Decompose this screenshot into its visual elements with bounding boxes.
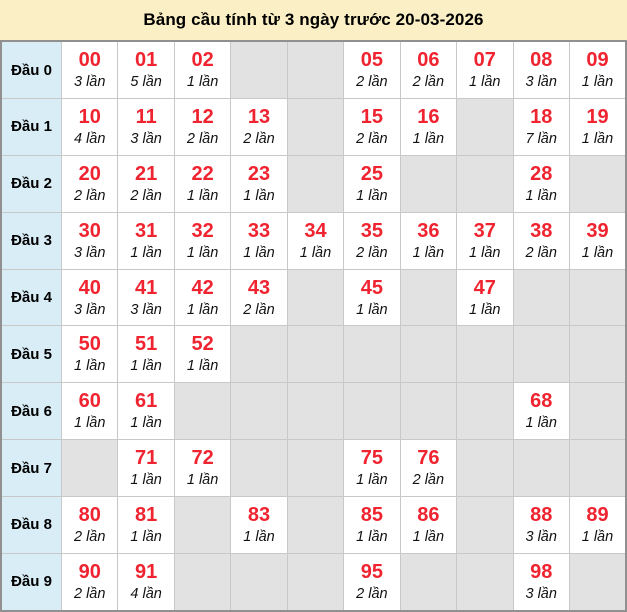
empty-cell: [174, 383, 230, 440]
number-cell: [569, 41, 626, 99]
empty-cell: [569, 155, 626, 212]
lottery-number: 11: [135, 105, 157, 128]
empty-cell: [231, 383, 287, 440]
number-cell: [344, 41, 400, 99]
number-cell: [287, 212, 343, 269]
number-cell: [174, 212, 230, 269]
empty-cell: [287, 99, 343, 156]
number-cell: [231, 269, 287, 326]
lottery-number: 33: [247, 219, 271, 242]
empty-cell: [457, 326, 513, 383]
lottery-number: 85: [360, 503, 384, 526]
number-cell: [457, 269, 513, 326]
number-cell: [174, 269, 230, 326]
occurrence-count: 1 lần: [356, 301, 388, 318]
occurrence-count: 1 lần: [469, 244, 501, 261]
occurrence-count: 1 lần: [469, 74, 501, 90]
number-cell: [400, 41, 456, 99]
occurrence-count: 1 lần: [356, 187, 388, 204]
lottery-number: 76: [417, 447, 440, 470]
occurrence-count: 3 lần: [73, 244, 106, 261]
row-header: Đầu 9: [1, 553, 62, 611]
empty-cell: [231, 440, 287, 497]
lottery-number: 52: [191, 333, 214, 356]
occurrence-count: 2 lần: [412, 472, 445, 489]
lottery-number: 25: [360, 162, 384, 185]
occurrence-count: 4 lần: [130, 585, 162, 602]
number-cell: [118, 553, 174, 611]
number-cell: [174, 326, 230, 383]
occurrence-count: 2 lần: [73, 187, 106, 204]
lottery-number: 45: [360, 276, 384, 299]
empty-cell: [457, 383, 513, 440]
number-cell: [62, 155, 118, 212]
number-cell: [118, 326, 174, 383]
lottery-number: 81: [135, 503, 158, 526]
number-cell: [513, 553, 569, 611]
lottery-number: 21: [135, 162, 158, 185]
occurrence-count: 1 lần: [130, 415, 162, 432]
number-cell: [118, 269, 174, 326]
occurrence-count: 1 lần: [581, 130, 614, 147]
occurrence-count: 2 lần: [356, 130, 388, 147]
empty-cell: [457, 497, 513, 554]
empty-cell: [174, 497, 230, 554]
lottery-number: 13: [247, 105, 271, 128]
empty-cell: [569, 269, 626, 326]
occurrence-count: 1 lần: [186, 358, 219, 375]
number-cell: [118, 99, 174, 156]
occurrence-count: 1 lần: [130, 528, 162, 545]
empty-cell: [569, 383, 626, 440]
table-row: [1, 497, 626, 554]
number-cell: [400, 99, 456, 156]
occurrence-count: 2 lần: [186, 130, 219, 147]
occurrence-count: 4 lần: [73, 130, 106, 147]
empty-cell: [457, 99, 513, 156]
empty-cell: [400, 326, 456, 383]
lottery-number: 91: [135, 560, 158, 583]
lottery-number: 35: [360, 219, 384, 242]
lottery-number: 42: [191, 276, 214, 299]
lottery-number: 80: [78, 503, 101, 526]
table-row: [1, 440, 626, 497]
lottery-number: 98: [530, 560, 553, 583]
lottery-number: 05: [360, 49, 384, 71]
occurrence-count: 2 lần: [73, 528, 106, 545]
occurrence-count: 1 lần: [469, 301, 501, 318]
lottery-number: 20: [78, 162, 101, 185]
occurrence-count: 1 lần: [243, 528, 275, 545]
lottery-number: 88: [530, 503, 553, 526]
empty-cell: [287, 41, 343, 99]
lottery-number: 86: [417, 503, 440, 526]
occurrence-count: 3 lần: [525, 585, 557, 602]
occurrence-count: 1 lần: [581, 244, 614, 261]
number-cell: [344, 497, 400, 554]
number-cell: [231, 497, 287, 554]
number-cell: [174, 99, 230, 156]
empty-cell: [287, 383, 343, 440]
empty-cell: [513, 326, 569, 383]
empty-cell: [287, 155, 343, 212]
occurrence-count: 3 lần: [130, 301, 162, 318]
occurrence-count: 1 lần: [356, 472, 388, 489]
occurrence-count: 5 lần: [130, 74, 162, 90]
occurrence-count: 2 lần: [356, 585, 388, 602]
row-header: Đầu 5: [1, 326, 62, 383]
lottery-number: 22: [191, 162, 214, 185]
empty-cell: [457, 155, 513, 212]
number-cell: [174, 41, 230, 99]
occurrence-count: 1 lần: [525, 187, 557, 204]
lottery-number: 72: [191, 447, 214, 470]
number-cell: [62, 212, 118, 269]
empty-cell: [287, 553, 343, 611]
occurrence-count: 1 lần: [186, 244, 219, 261]
number-cell: [118, 155, 174, 212]
number-cell: [174, 440, 230, 497]
occurrence-count: 1 lần: [412, 244, 445, 261]
lottery-number: 30: [78, 219, 101, 242]
lottery-number: 01: [135, 49, 158, 71]
bridge-table-body: [1, 41, 626, 611]
number-cell: [118, 497, 174, 554]
empty-cell: [400, 383, 456, 440]
empty-cell: [287, 440, 343, 497]
occurrence-count: 1 lần: [73, 415, 106, 432]
lottery-number: 38: [530, 219, 553, 242]
occurrence-count: 1 lần: [412, 528, 445, 545]
table-row: [1, 99, 626, 156]
number-cell: [513, 212, 569, 269]
occurrence-count: 1 lần: [73, 358, 106, 375]
lottery-number: 23: [247, 162, 271, 185]
occurrence-count: 1 lần: [130, 472, 162, 489]
empty-cell: [231, 553, 287, 611]
lottery-number: 08: [530, 49, 553, 71]
empty-cell: [400, 269, 456, 326]
lottery-number: 75: [360, 447, 384, 470]
empty-cell: [569, 440, 626, 497]
occurrence-count: 1 lần: [525, 415, 557, 432]
occurrence-count: 1 lần: [186, 187, 219, 204]
lottery-number: 16: [417, 105, 440, 128]
occurrence-count: 3 lần: [525, 74, 557, 90]
lottery-number: 51: [135, 333, 158, 356]
row-header: Đầu 0: [1, 41, 62, 99]
table-row: [1, 553, 626, 611]
empty-cell: [287, 326, 343, 383]
row-header: Đầu 6: [1, 383, 62, 440]
occurrence-count: 1 lần: [243, 187, 275, 204]
number-cell: [62, 553, 118, 611]
lottery-number: 34: [304, 219, 327, 242]
lottery-number: 31: [135, 219, 158, 242]
number-cell: [513, 41, 569, 99]
occurrence-count: 1 lần: [581, 528, 614, 545]
empty-cell: [231, 326, 287, 383]
number-cell: [569, 497, 626, 554]
empty-cell: [231, 41, 287, 99]
occurrence-count: 1 lần: [356, 528, 388, 545]
number-cell: [62, 326, 118, 383]
lottery-number: 37: [473, 219, 496, 242]
empty-cell: [287, 497, 343, 554]
occurrence-count: 3 lần: [525, 528, 557, 545]
number-cell: [457, 212, 513, 269]
occurrence-count: 3 lần: [73, 74, 106, 90]
row-header: Đầu 4: [1, 269, 62, 326]
lottery-number: 28: [530, 162, 553, 185]
lottery-number: 32: [191, 219, 214, 242]
occurrence-count: 1 lần: [412, 130, 445, 147]
lottery-number: 68: [530, 390, 553, 413]
lottery-number: 83: [247, 503, 271, 526]
occurrence-count: 1 lần: [130, 244, 162, 261]
occurrence-count: 7 lần: [525, 130, 557, 147]
occurrence-count: 2 lần: [243, 301, 275, 318]
empty-cell: [569, 553, 626, 611]
number-cell: [231, 212, 287, 269]
number-cell: [344, 269, 400, 326]
occurrence-count: 2 lần: [73, 585, 106, 602]
table-row: [1, 212, 626, 269]
lottery-number: 09: [586, 49, 609, 71]
empty-cell: [457, 440, 513, 497]
occurrence-count: 2 lần: [356, 74, 388, 90]
empty-cell: [400, 553, 456, 611]
occurrence-count: 1 lần: [243, 244, 275, 261]
bridge-table: [0, 40, 627, 612]
empty-cell: [344, 326, 400, 383]
occurrence-count: 1 lần: [186, 74, 219, 90]
number-cell: [344, 440, 400, 497]
empty-cell: [400, 155, 456, 212]
number-cell: [231, 99, 287, 156]
occurrence-count: 2 lần: [243, 130, 275, 147]
number-cell: [569, 212, 626, 269]
number-cell: [174, 155, 230, 212]
lottery-number: 19: [586, 105, 609, 128]
number-cell: [231, 155, 287, 212]
row-header: Đầu 1: [1, 99, 62, 156]
number-cell: [118, 440, 174, 497]
lottery-number: 90: [78, 560, 101, 583]
table-row: [1, 383, 626, 440]
occurrence-count: 2 lần: [412, 74, 445, 90]
number-cell: [62, 99, 118, 156]
number-cell: [344, 553, 400, 611]
number-cell: [400, 212, 456, 269]
lottery-number: 07: [473, 49, 496, 71]
lottery-number: 18: [530, 105, 553, 128]
empty-cell: [569, 326, 626, 383]
number-cell: [400, 440, 456, 497]
occurrence-count: 2 lần: [525, 244, 557, 261]
table-row: [1, 41, 626, 99]
row-header: Đầu 2: [1, 155, 62, 212]
lottery-number: 47: [473, 276, 496, 299]
lottery-number: 61: [135, 390, 158, 413]
occurrence-count: 1 lần: [130, 358, 162, 375]
occurrence-count: 2 lần: [130, 187, 162, 204]
lottery-number: 71: [135, 447, 158, 470]
number-cell: [569, 99, 626, 156]
number-cell: [62, 269, 118, 326]
number-cell: [118, 383, 174, 440]
row-header: Đầu 8: [1, 497, 62, 554]
lottery-number: 43: [247, 276, 271, 299]
number-cell: [62, 497, 118, 554]
number-cell: [457, 41, 513, 99]
number-cell: [513, 497, 569, 554]
number-cell: [513, 99, 569, 156]
empty-cell: [174, 553, 230, 611]
number-cell: [344, 155, 400, 212]
occurrence-count: 2 lần: [356, 244, 388, 261]
number-cell: [118, 212, 174, 269]
empty-cell: [287, 269, 343, 326]
occurrence-count: 1 lần: [581, 74, 614, 90]
lottery-number: 39: [586, 219, 609, 242]
table-row: [1, 269, 626, 326]
number-cell: [513, 155, 569, 212]
row-header: Đầu 3: [1, 212, 62, 269]
row-header: Đầu 7: [1, 440, 62, 497]
occurrence-count: 1 lần: [186, 301, 219, 318]
lottery-number: 02: [191, 49, 214, 71]
number-cell: [62, 383, 118, 440]
occurrence-count: 1 lần: [299, 244, 332, 261]
lottery-number: 50: [78, 333, 101, 356]
lottery-number: 95: [360, 560, 384, 583]
empty-cell: [513, 269, 569, 326]
lottery-number: 41: [135, 276, 158, 299]
lottery-number: 00: [78, 49, 101, 71]
lottery-number: 15: [360, 105, 384, 128]
number-cell: [118, 41, 174, 99]
lottery-number: 40: [78, 276, 101, 299]
lottery-number: 10: [78, 105, 101, 128]
lottery-number: 12: [191, 105, 214, 128]
lottery-number: 36: [417, 219, 440, 242]
occurrence-count: 1 lần: [186, 472, 219, 489]
table-row: [1, 155, 626, 212]
number-cell: [513, 383, 569, 440]
lottery-number: 06: [417, 49, 440, 71]
occurrence-count: 3 lần: [73, 301, 106, 318]
empty-cell: [457, 553, 513, 611]
table-title: Bảng cầu tính từ 3 ngày trước 20-03-2026: [0, 0, 627, 40]
lottery-number: 89: [586, 503, 609, 526]
empty-cell: [344, 383, 400, 440]
number-cell: [344, 212, 400, 269]
number-cell: [62, 41, 118, 99]
number-cell: [344, 99, 400, 156]
empty-cell: [513, 440, 569, 497]
occurrence-count: 3 lần: [130, 130, 162, 147]
lottery-number: 60: [78, 390, 101, 413]
empty-cell: [62, 440, 118, 497]
table-row: [1, 326, 626, 383]
number-cell: [400, 497, 456, 554]
